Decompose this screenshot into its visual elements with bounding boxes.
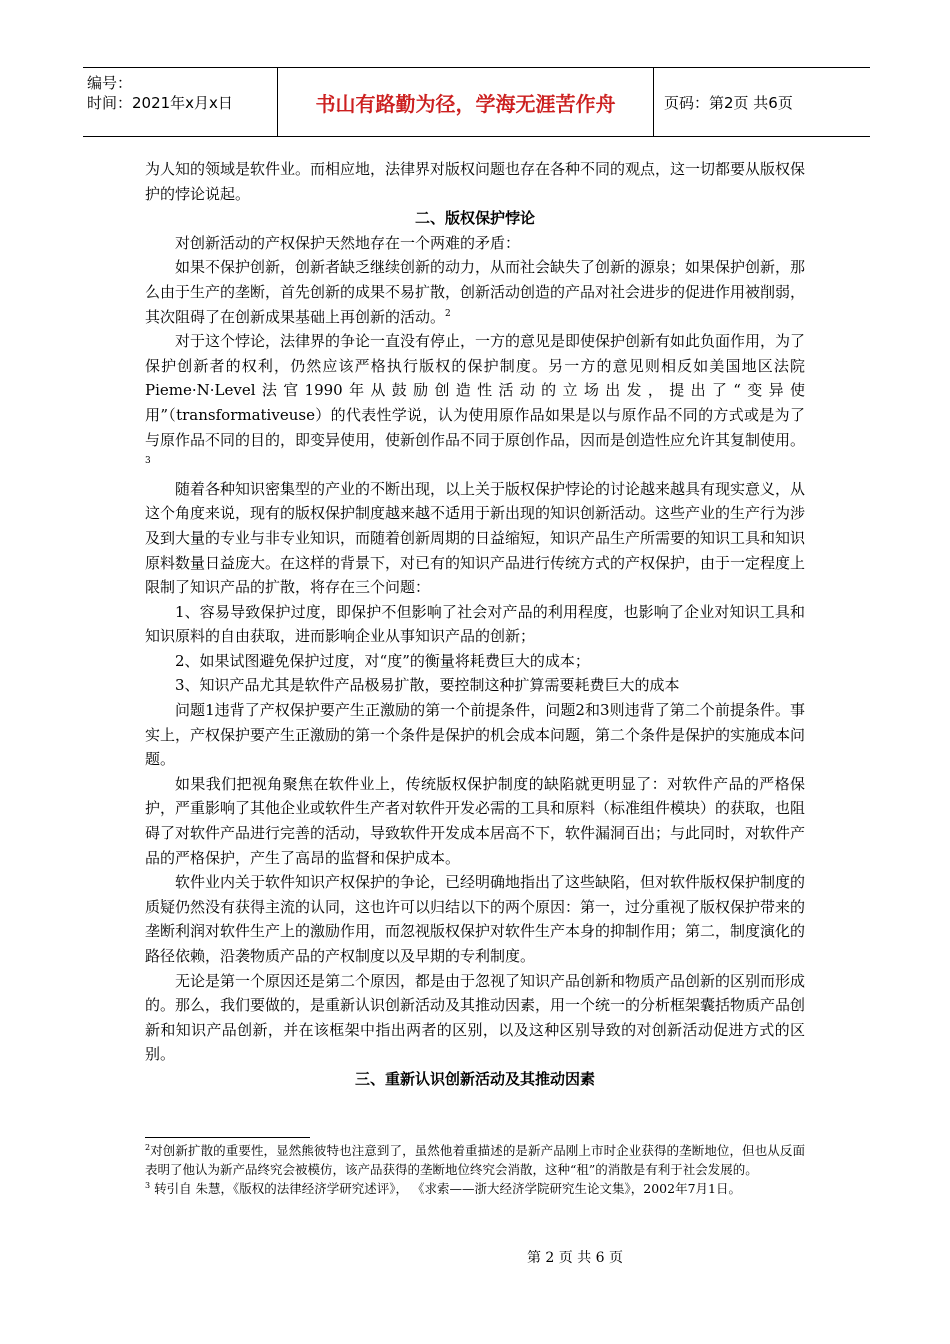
list-item: 1、容易导致保护过度，即保护不但影响了社会对产品的利用程度，也影响了企业对知识工具和知识原料的自由获取，进而影响企业从事知识产品的创新； xyxy=(145,602,805,646)
footnote-text: 对创新扩散的重要性，显然熊彼特也注意到了，虽然他着重描述的是新产品刚上市时企业获得的垄断地位，但也从反面表明了他认为新产品终究会被模仿，该产品获得的垄断地位终究会消散，这种“租”的消散是有利于社会发展的。 xyxy=(145,1143,805,1177)
footnotes xyxy=(145,1141,805,1198)
footnote-2 xyxy=(145,1141,805,1179)
footnote-mark: 3 xyxy=(145,1180,151,1190)
list-item: 2、如果试图避免保护过度，对“度”的衡量将耗费巨大的成本； xyxy=(175,651,590,670)
paragraph: 随着各种知识密集型的产业的不断出现，以上关于版权保护悖论的讨论越来越具有现实意义，从这个角度来说，现有的版权保护制度越来越不适用于新出现的知识创新活动。这些产业的生产行为涉及到大量的专业与非专业知识，而随着创新周期的日益缩短，知识产品生产所需要的知识工具和知识原料数量日益庞大。在这样的背景下，对已有的知识产品进行传统方式的产权保护，由于一定程度上限制了知识产品的扩散，将存在三个问题： xyxy=(145,479,806,597)
paragraph-text: 如果不保护创新，创新者缺乏继续创新的动力，从而社会缺失了创新的源泉；如果保护创新，那么由于生产的垄断，首先创新的成果不易扩散，创新活动创造的产品对社会进步的促进作用被削弱，其次阻碍了在创新成果基础上再创新的活动。 xyxy=(145,258,806,326)
header-motto: 书山有路勤为径，学海无涯苦作舟 xyxy=(278,68,654,136)
footnote-3 xyxy=(145,1179,805,1198)
footnote-mark: 2 xyxy=(145,1142,151,1152)
list-item: 3、知识产品尤其是软件产品极易扩散，要控制这种扩算需要耗费巨大的成本 xyxy=(175,676,680,695)
header-info-cell xyxy=(83,68,278,136)
paragraph xyxy=(145,255,805,329)
document-time-label: 时间：2021年x月x日 xyxy=(87,94,233,112)
paragraph: 问题1违背了产权保护要产生正激励的第一个前提条件，问题2和3则违背了第二个前提条件。事实上，产权保护要产生正激励的第一个条件是保护的机会成本问题，第二个条件是保护的实施成本问题。 xyxy=(145,701,806,769)
paragraph xyxy=(145,329,805,477)
paragraph: 对创新活动的产权保护天然地存在一个两难的矛盾： xyxy=(175,233,521,252)
footnote-ref[interactable]: 2 xyxy=(445,308,451,319)
paragraph: 无论是第一个原因还是第二个原因，都是由于忽视了知识产品创新和物质产品创新的区别而形成的。那么，我们要做的，是重新认识创新活动及其推动因素，用一个统一的分析框架囊括物质产品创新和知识产品创新，并在该框架中指出两者的区别，以及这种区别导致的对创新活动促进方式的区别。 xyxy=(145,971,806,1064)
footnote-text: 转引自 朱慧，《版权的法律经济学研究述评》， 《求索——浙大经济学院研究生论文集》，2002年7月1日。 xyxy=(150,1181,741,1196)
paragraph-continuation: 为人知的领域是软件业。而相应地，法律界对版权问题也存在各种不同的观点，这一切都要从版权保护的悖论说起。 xyxy=(145,160,806,203)
header-page-label: 页码：第2页 共6页 xyxy=(664,93,793,112)
paragraph: 如果我们把视角聚焦在软件业上，传统版权保护制度的缺陷就更明显了：对软件产品的严格保护，严重影响了其他企业或软件生产者对软件开发必需的工具和原料（标准组件模块）的获取，也阻碍了对软件产品进行完善的活动，导致软件开发成本居高不下，软件漏洞百出；与此同时，对软件产品的严格保护，产生了高昂的监督和保护成本。 xyxy=(145,774,806,867)
document-number-label: 编号： xyxy=(87,74,133,92)
section-heading-3: 三、重新认识创新活动及其推动因素 xyxy=(354,1069,595,1088)
section-heading-2: 二、版权保护悖论 xyxy=(414,209,535,228)
document-body xyxy=(145,157,805,1092)
paragraph: 软件业内关于软件知识产权保护的争论，已经明确地指出了这些缺陷，但对软件版权保护制度的质疑仍然没有获得主流的认同，这也许可以归结以下的两个原因：第一，过分重视了版权保护带来的垄断利润对软件生产上的激励作用，而忽视版权保护对软件生产本身的抑制作用；第二，制度演化的路径依赖，沿袭物质产品的产权制度以及早期的专利制度。 xyxy=(145,873,806,965)
page-footer xyxy=(0,1247,950,1267)
paragraph-text: 对于这个悖论，法律界的争论一直没有停止，一方的意见是即使保护创新有如此负面作用，为了保护创新者的权利，仍然应该严格执行版权的保护制度。另一方的意见则相反如美国地区法院Pieme·N·Level法官1990年从鼓励创造性活动的立场出发，提出了“变异使用”（transformativeuse）的代表性学说，认为使用原作品如果是以与原作品不同的方式或是为了与原作品不同的目的，即变异使用，使新创作品不同于原创作品，因而是创造性应允许其复制使用。 xyxy=(145,332,806,449)
footnote-ref[interactable]: 3 xyxy=(145,456,151,467)
footnote-separator xyxy=(145,1137,310,1138)
page-header xyxy=(83,67,870,137)
footer-page-number: 第 2 页 共 6 页 xyxy=(526,1250,624,1266)
